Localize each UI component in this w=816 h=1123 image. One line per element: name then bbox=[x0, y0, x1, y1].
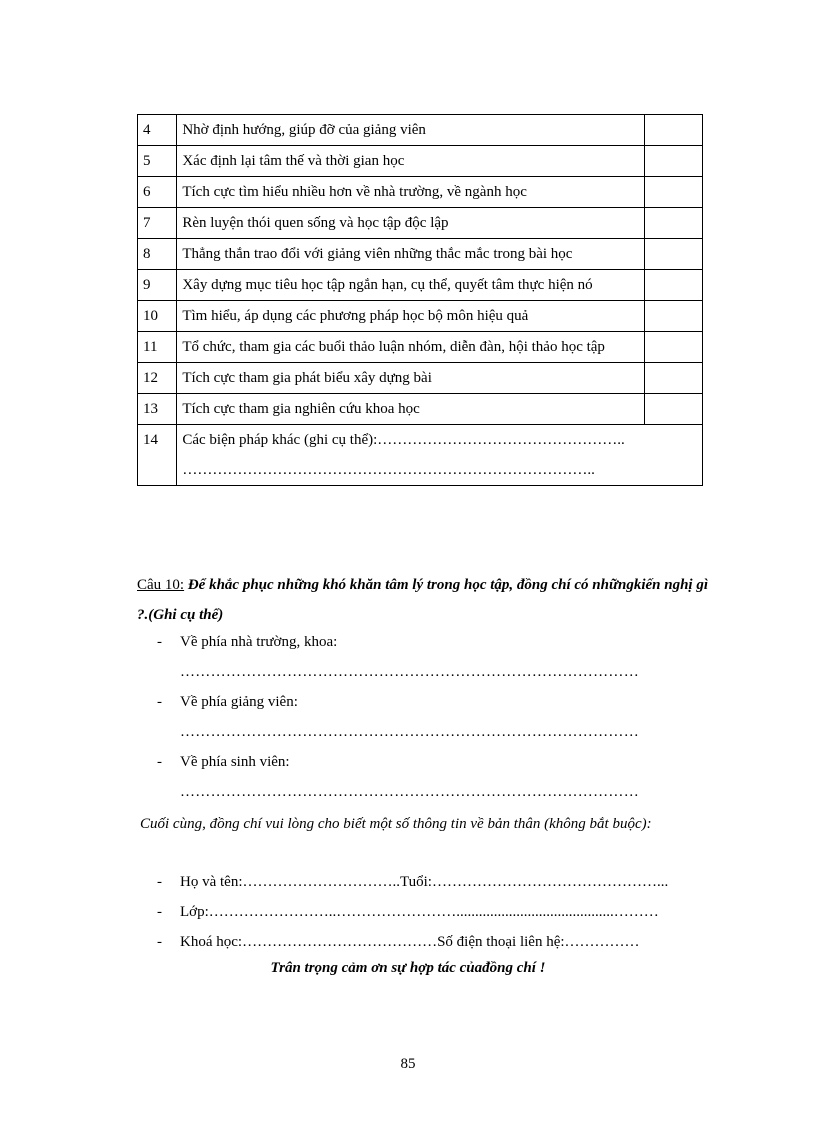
answer-cell[interactable] bbox=[645, 115, 703, 146]
thank-you-note: Trân trọng cảm ơn sự hợp tác củađồng chí ! bbox=[270, 960, 546, 976]
table-row bbox=[138, 363, 703, 394]
row-text: Tích cực tìm hiểu nhiều hơn về nhà trường, về ngành học bbox=[177, 177, 645, 208]
suggestion-label: Về phía nhà trường, khoa: bbox=[180, 634, 338, 650]
info-text: Họ và tên:…………………………..Tuổi:………………………………………... bbox=[180, 874, 669, 890]
answer-cell[interactable] bbox=[645, 177, 703, 208]
row-number: 11 bbox=[138, 332, 177, 363]
row-text: Tích cực tham gia nghiên cứu khoa học bbox=[177, 394, 645, 425]
answer-line-lecturer[interactable]: ……………………………………………………………………………… bbox=[180, 724, 639, 740]
table-row bbox=[138, 146, 703, 177]
row-text: Rèn luyện thói quen sống và học tập độc lập bbox=[177, 208, 645, 239]
info-class[interactable]: - Lớp:……………………..……………………..........................................……… bbox=[157, 904, 659, 920]
answer-cell[interactable] bbox=[645, 394, 703, 425]
suggestion-school: - Về phía nhà trường, khoa: bbox=[157, 634, 338, 650]
answer-cell[interactable] bbox=[645, 146, 703, 177]
info-text: Khoá học:…………………………………Số điện thoại liên hệ:…………… bbox=[180, 934, 640, 950]
row-number: 13 bbox=[138, 394, 177, 425]
row-number: 5 bbox=[138, 146, 177, 177]
row-text: Thẳng thắn trao đổi với giảng viên những thắc mắc trong bài học bbox=[177, 239, 645, 270]
info-text: Lớp:……………………..……………………..........................................……… bbox=[180, 904, 659, 920]
page-number: 85 bbox=[400, 1056, 416, 1072]
answer-cell[interactable] bbox=[645, 208, 703, 239]
table-row bbox=[138, 239, 703, 270]
row-text: Xây dựng mục tiêu học tập ngắn hạn, cụ thể, quyết tâm thực hiện nó bbox=[177, 270, 645, 301]
table-row bbox=[138, 270, 703, 301]
row-number: 10 bbox=[138, 301, 177, 332]
row-number: 6 bbox=[138, 177, 177, 208]
info-name-age[interactable]: - Họ và tên:…………………………..Tuổi:………………………………………... bbox=[157, 874, 669, 890]
row-text: Nhờ định hướng, giúp đỡ của giảng viên bbox=[177, 115, 645, 146]
table-row bbox=[138, 425, 703, 486]
suggestion-lecturer: - Về phía giảng viên: bbox=[157, 694, 298, 710]
question-text: Để khắc phục những khó khăn tâm lý trong học tập, đồng chí có nhữngkiến nghị gì ?.(Ghi cụ thể) bbox=[137, 577, 709, 623]
row-text: Tích cực tham gia phát biểu xây dựng bài bbox=[177, 363, 645, 394]
personal-info-intro: Cuối cùng, đồng chí vui lòng cho biết một số thông tin về bản thân (không bắt buộc): bbox=[140, 816, 652, 832]
row-number: 9 bbox=[138, 270, 177, 301]
row-text: Tổ chức, tham gia các buổi thảo luận nhóm, diễn đàn, hội thảo học tập bbox=[177, 332, 645, 363]
suggestion-label: Về phía giảng viên: bbox=[180, 694, 298, 710]
answer-cell[interactable] bbox=[645, 270, 703, 301]
row-number: 12 bbox=[138, 363, 177, 394]
suggestion-label: Về phía sinh viên: bbox=[180, 754, 290, 770]
table-row bbox=[138, 394, 703, 425]
row-number: 7 bbox=[138, 208, 177, 239]
row-text: Tìm hiểu, áp dụng các phương pháp học bộ môn hiệu quả bbox=[177, 301, 645, 332]
table-row bbox=[138, 115, 703, 146]
info-course-phone[interactable]: - Khoá học:…………………………………Số điện thoại liên hệ:…………… bbox=[157, 934, 640, 950]
question-label: Câu 10: bbox=[137, 577, 185, 593]
survey-table bbox=[137, 114, 703, 486]
answer-cell[interactable] bbox=[645, 239, 703, 270]
row-number: 8 bbox=[138, 239, 177, 270]
answer-line-school[interactable]: ……………………………………………………………………………… bbox=[180, 664, 639, 680]
suggestion-student: - Về phía sinh viên: bbox=[157, 754, 290, 770]
answer-line-student[interactable]: ……………………………………………………………………………… bbox=[180, 784, 639, 800]
row-text-other[interactable]: Các biện pháp khác (ghi cụ thể):………………………………………….. ……………………………………………………………………….. bbox=[177, 425, 703, 486]
table-row bbox=[138, 332, 703, 363]
row-number: 4 bbox=[138, 115, 177, 146]
table-row bbox=[138, 208, 703, 239]
table-row bbox=[138, 177, 703, 208]
table-row bbox=[138, 301, 703, 332]
question-heading bbox=[137, 570, 717, 630]
answer-cell[interactable] bbox=[645, 301, 703, 332]
row-text: Xác định lại tâm thế và thời gian học bbox=[177, 146, 645, 177]
answer-cell[interactable] bbox=[645, 332, 703, 363]
answer-cell[interactable] bbox=[645, 363, 703, 394]
row-number: 14 bbox=[138, 425, 177, 486]
